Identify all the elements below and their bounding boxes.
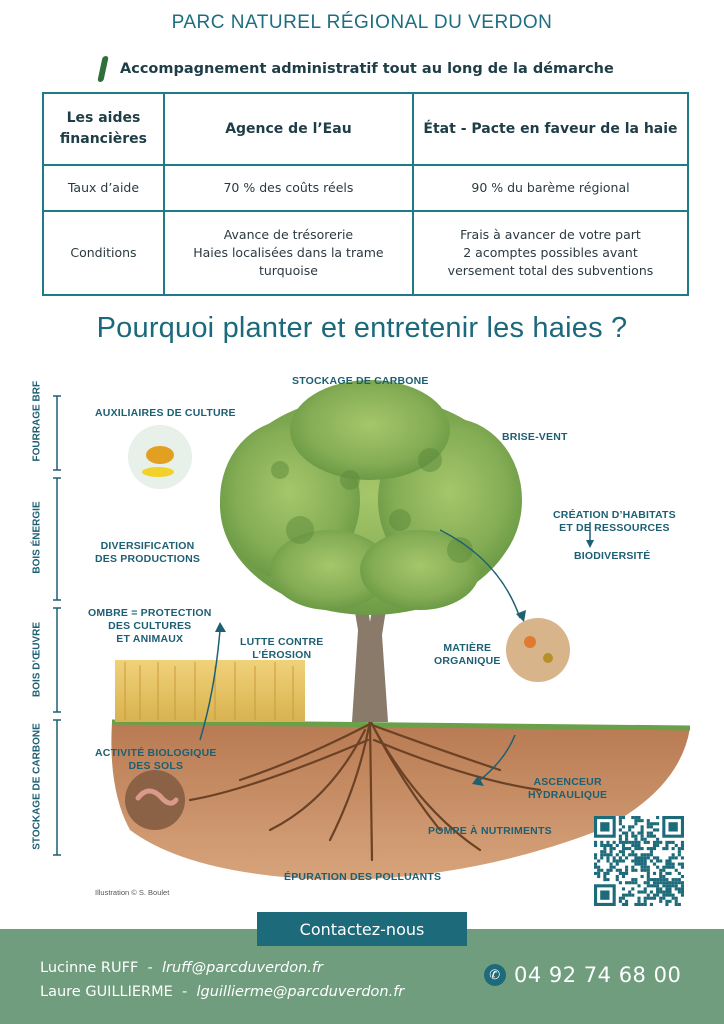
- organic-matter-circle: [506, 618, 570, 682]
- contact-email[interactable]: lruff@parcduverdon.fr: [161, 960, 323, 976]
- label-ombre: OMBRE = PROTECTION DES CULTURES ET ANIMAUX: [88, 607, 212, 645]
- wheat-field: [115, 660, 305, 722]
- side-brackets: [53, 396, 61, 855]
- contact-name: Laure GUILLIERME: [40, 984, 173, 1000]
- contact-email[interactable]: lguillierme@parcduverdon.fr: [196, 984, 405, 1000]
- table-header-row: [43, 93, 688, 165]
- table-cell: [164, 211, 413, 295]
- label-epuration: ÉPURATION DES POLLUANTS: [284, 871, 442, 883]
- phone-number[interactable]: [484, 963, 681, 987]
- side-label-fourrage: FOURRAGE BRF: [31, 380, 43, 462]
- cell-line: Frais à avancer de votre part: [460, 227, 641, 242]
- illustration-credit: Illustration © S. Boulet: [95, 888, 170, 897]
- table-cell: 70 % des coûts réels: [164, 165, 413, 211]
- contact-separator: -: [182, 984, 188, 1000]
- contact-button[interactable]: Contactez-nous: [257, 912, 467, 946]
- label-brise-vent: BRISE-VENT: [502, 431, 568, 443]
- phone-text: 04 92 74 68 00: [514, 963, 682, 987]
- label-matiere-organique: MATIÈRE ORGANIQUE: [434, 642, 501, 667]
- tree-crown: [220, 380, 522, 615]
- table-row: [43, 211, 688, 295]
- row-label: Conditions: [43, 211, 164, 295]
- cell-line: 2 acomptes possibles avant: [463, 245, 638, 260]
- cell-line: turquoise: [258, 263, 318, 278]
- table-cell: [413, 211, 688, 295]
- qr-code[interactable]: [594, 816, 684, 906]
- subtitle-row: [100, 55, 614, 83]
- label-auxiliaires: AUXILIAIRES DE CULTURE: [95, 407, 236, 419]
- page-headline: Pourquoi planter et entretenir les haies ?: [96, 312, 628, 344]
- financial-aid-table: [42, 92, 689, 296]
- flower-icon: [142, 467, 174, 477]
- contact-separator: -: [147, 960, 153, 976]
- table-row: [43, 165, 688, 211]
- side-label-bois-energie: BOIS ÉNERGIE: [31, 501, 43, 574]
- cell-line: Avance de trésorerie: [223, 227, 354, 242]
- label-lutte-erosion: LUTTE CONTRE L’ÉROSION: [240, 636, 324, 661]
- table-header-cell: Agence de l’Eau: [164, 93, 413, 165]
- subtitle: Accompagnement administratif tout au long de la démarche: [120, 61, 614, 77]
- table-header-cell: Les aides financières: [43, 93, 164, 165]
- side-label-bois-oeuvre: BOIS D’ŒUVRE: [31, 622, 43, 698]
- organization-title: PARC NATUREL RÉGIONAL DU VERDON: [171, 12, 553, 33]
- contact-line: [40, 960, 323, 976]
- label-pompe: POMPE À NUTRIMENTS: [428, 825, 552, 837]
- label-biodiversite: BIODIVERSITÉ: [574, 550, 651, 562]
- contact-line: [40, 984, 404, 1000]
- label-activite-biologique: ACTIVITÉ BIOLOGIQUE DES SOLS: [95, 747, 217, 772]
- label-diversification: DIVERSIFICATION DES PRODUCTIONS: [95, 540, 201, 565]
- label-ascenseur: ASCENCEUR HYDRAULIQUE: [528, 776, 608, 801]
- row-label: Taux d’aide: [43, 165, 164, 211]
- contact-name: Lucinne RUFF: [40, 960, 139, 976]
- table-header-cell: État - Pacte en faveur de la haie: [413, 93, 688, 165]
- cell-line: versement total des subventions: [447, 263, 654, 278]
- phone-icon: ✆: [484, 964, 506, 986]
- side-label-stockage-carbone: STOCKAGE DE CARBONE: [31, 723, 43, 850]
- bee-icon: [146, 446, 174, 464]
- cell-line: Haies localisées dans la trame: [193, 245, 384, 260]
- label-habitats: CRÉATION D’HABITATS ET DE RESSOURCES: [553, 509, 676, 534]
- leaf-icon: [97, 56, 109, 82]
- table-cell: 90 % du barème régional: [413, 165, 688, 211]
- label-stockage-carbone: STOCKAGE DE CARBONE: [292, 375, 429, 387]
